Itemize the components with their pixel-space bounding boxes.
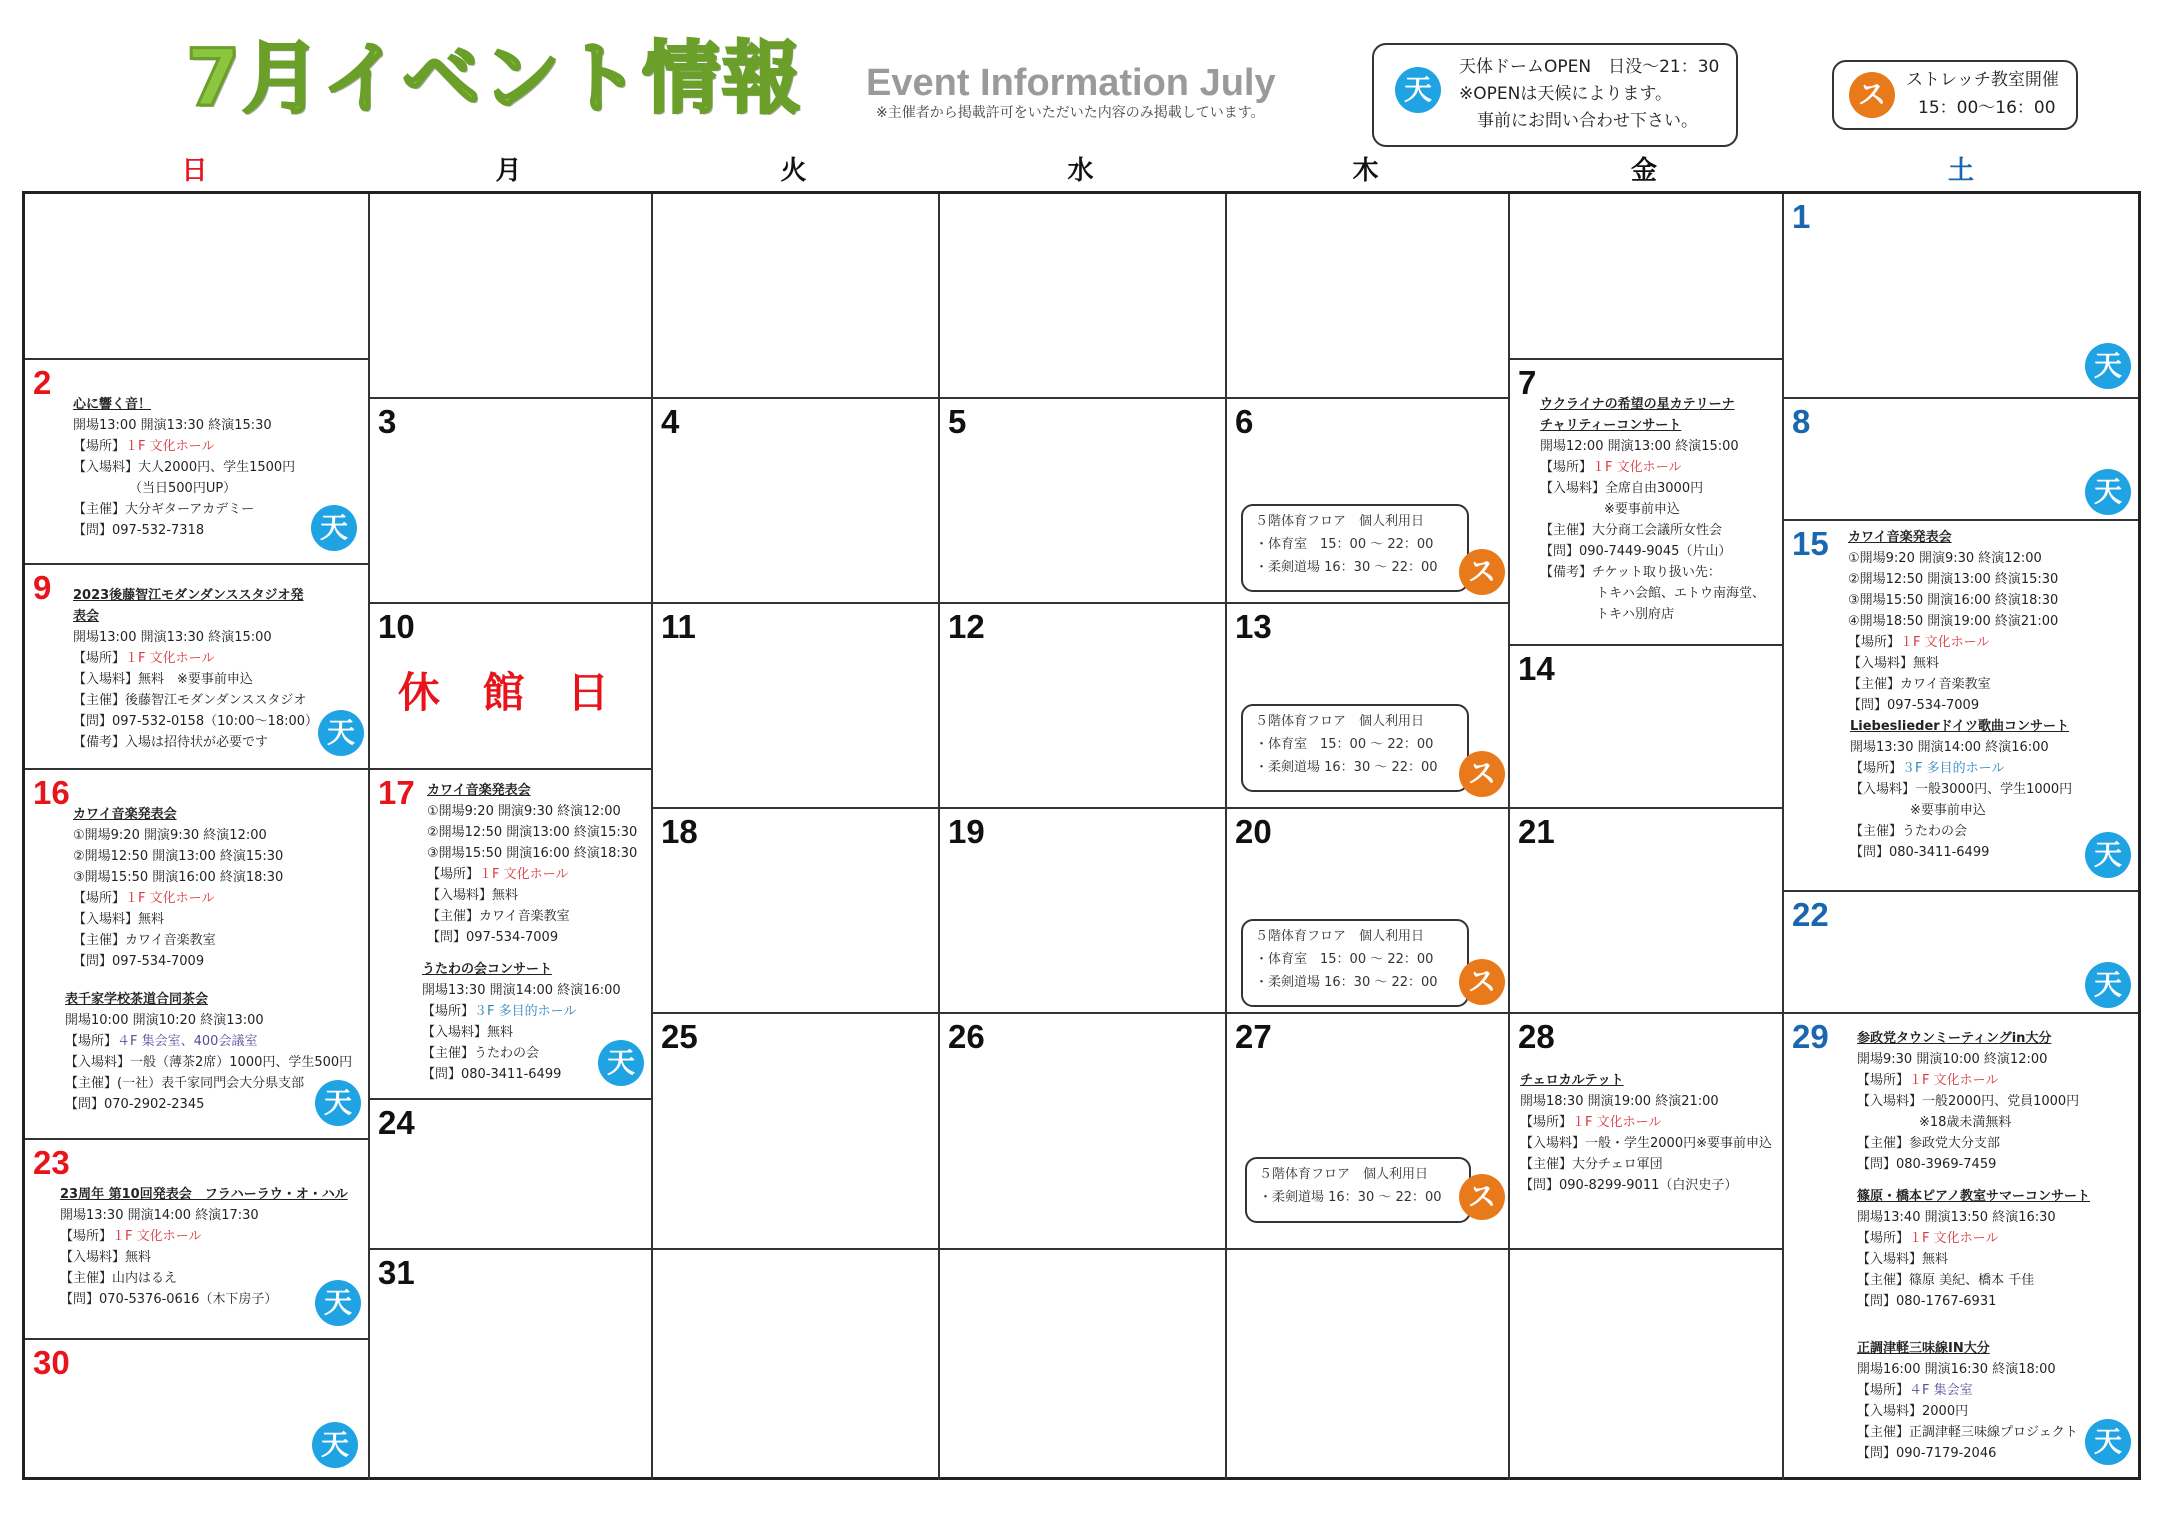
place-name: ３F 多目的ホール <box>474 1004 577 1019</box>
event-fee: 【入場料】無料 <box>60 1250 152 1265</box>
event-place <box>60 1226 348 1247</box>
legend-stretch-line1: ストレッチ教室開催 <box>1906 70 2059 90</box>
event-host: 【主催】大分ギターアカデミー <box>73 502 255 517</box>
event-contact: 【問】090-7449-9045（片山） <box>1540 544 1732 559</box>
gym-line2: ・体育室 15：00 〜 22：00 <box>1255 952 1434 967</box>
place-label: 【場所】 <box>1857 1231 1910 1246</box>
gym-line1: ５階体育フロア 個人利用日 <box>1259 1167 1429 1182</box>
event-time: 開場18:30 開演19:00 終演21:00 <box>1520 1094 1719 1109</box>
event-host: 【主催】カワイ音楽教室 <box>1848 677 1991 692</box>
weekday-sat: 土 <box>1947 156 1974 186</box>
event-title: 2023後藤智江モダンダンススタジオ発 <box>73 588 304 603</box>
day-cell-31 <box>370 1250 653 1480</box>
event-time-1: ①開場9:20 開演9:30 終演12:00 <box>427 804 621 819</box>
event-contact: 【問】097-534-7009 <box>427 930 559 945</box>
event-remarks: 【備考】入場は招待状が必要です <box>73 735 269 750</box>
day-number: 22 <box>1792 896 1829 933</box>
day-cell-14 <box>1510 646 1784 809</box>
event-time: 開場13:40 開演13:50 終演16:30 <box>1857 1210 2056 1225</box>
event-place <box>1848 632 2058 653</box>
place-name: １F 文化ホール <box>1900 635 1990 650</box>
place-label: 【場所】 <box>422 1004 475 1019</box>
day-number: 31 <box>378 1254 415 1291</box>
event-title-cont: 表会 <box>73 609 100 624</box>
day-cell-21 <box>1510 809 1784 1014</box>
event-contact: 【問】097-534-7009 <box>73 954 205 969</box>
event-fee-note: ※要事前申込 <box>1604 502 1680 517</box>
day-cell-8 <box>1784 399 2138 521</box>
event-contact: 【問】080-3411-6499 <box>422 1067 562 1082</box>
place-name: １F 文化ホール <box>125 439 215 454</box>
event-contact: 【問】090-7179-2046 <box>1857 1446 1997 1461</box>
gym-line3: ・柔剣道場 16：30 〜 22：00 <box>1255 560 1438 575</box>
day-number: 29 <box>1792 1018 1829 1055</box>
event-time: 開場13:30 開演14:00 終演17:30 <box>60 1208 259 1223</box>
event-fee: 【入場料】一般（薄茶2席）1000円、学生500円 <box>65 1055 353 1070</box>
day-cell-empty-thu-end <box>1227 1250 1510 1480</box>
event-fee: 【入場料】一般3000円、学生1000円 <box>1850 782 2073 797</box>
legend-stretch <box>1832 60 2078 130</box>
event-title: カワイ音楽発表会 <box>1848 530 1952 545</box>
day-cell-empty-sun <box>25 194 370 360</box>
gym-line3: ・柔剣道場 16：30 〜 22：00 <box>1259 1190 1442 1205</box>
dome-icon: 天 <box>311 505 357 551</box>
event-fee: 【入場料】全席自由3000円 <box>1540 481 1704 496</box>
event-time: 開場16:00 開演16:30 終演18:00 <box>1857 1362 2056 1377</box>
event-23 <box>60 1184 348 1310</box>
event-fee: 【入場料】無料 <box>1848 656 1940 671</box>
weekday-thu: 木 <box>1352 156 1379 186</box>
place-name: ４F 集会室 <box>1909 1383 1973 1398</box>
event-fee-note: ※18歳未満無料 <box>1919 1115 2012 1130</box>
event-time: 開場13:00 開演13:30 終演15:00 <box>73 630 272 645</box>
event-contact: 【問】097-532-0158（10:00〜18:00） <box>73 714 319 729</box>
gym-line3: ・柔剣道場 16：30 〜 22：00 <box>1255 760 1438 775</box>
event-host: 【主催】カワイ音楽教室 <box>73 933 216 948</box>
event-place <box>1540 457 1765 478</box>
event-fee: 【入場料】無料 <box>73 912 165 927</box>
event-time: 開場10:00 開演10:20 終演13:00 <box>65 1013 264 1028</box>
day-cell-6 <box>1227 399 1510 604</box>
event-title: 参政党タウンミーティングin大分 <box>1857 1031 2052 1046</box>
event-host: 【主催】山内はるえ <box>60 1271 178 1286</box>
day-cell-3 <box>370 399 653 604</box>
event-time-1: ①開場9:20 開演9:30 終演12:00 <box>73 828 267 843</box>
event-contact: 【問】097-532-7318 <box>73 523 205 538</box>
weekday-fri: 金 <box>1630 156 1657 186</box>
event-place <box>1850 758 2072 779</box>
event-time-2: ②開場12:50 開演13:00 終演15:30 <box>1848 572 2059 587</box>
stretch-icon: ス <box>1849 72 1895 118</box>
day-cell-10 <box>370 604 653 770</box>
event-host: 【主催】後藤智江モダンダンススタジオ <box>73 693 307 708</box>
place-label: 【場所】 <box>1857 1383 1910 1398</box>
event-time-3: ③開場15:50 開演16:00 終演18:30 <box>427 846 638 861</box>
dome-icon: 天 <box>2085 469 2131 515</box>
day-cell-empty-thu <box>1227 194 1510 399</box>
place-label: 【場所】 <box>1850 761 1903 776</box>
event-place <box>1857 1228 2090 1249</box>
day-cell-empty-mon <box>370 194 653 399</box>
day-cell-22 <box>1784 892 2138 1014</box>
day-cell-11 <box>653 604 940 809</box>
day-number: 12 <box>948 608 985 645</box>
legend-dome-line1: 天体ドームOPEN 日没〜21：30 <box>1459 57 1720 77</box>
legend-dome-line2: ※OPENは天候によります。 <box>1459 84 1672 104</box>
event-time: 開場9:30 開演10:00 終演12:00 <box>1857 1052 2048 1067</box>
gym-notice <box>1241 504 1469 592</box>
gym-line3: ・柔剣道場 16：30 〜 22：00 <box>1255 975 1438 990</box>
event-fee: 【入場料】無料 <box>1857 1252 1949 1267</box>
day-number: 25 <box>661 1018 698 1055</box>
event-fee: 【入場料】大人2000円、学生1500円 <box>73 460 296 475</box>
calendar-grid <box>22 191 2141 1480</box>
event-15a <box>1848 527 2058 716</box>
event-7 <box>1540 394 1765 625</box>
day-number: 5 <box>948 403 967 440</box>
day-cell-4 <box>653 399 940 604</box>
event-time-1: ①開場9:20 開演9:30 終演12:00 <box>1848 551 2042 566</box>
event-place <box>73 436 295 457</box>
day-cell-15 <box>1784 521 2138 892</box>
weekday-tue: 火 <box>780 156 807 186</box>
event-title: 心に響く音！ <box>73 397 152 412</box>
day-number: 1 <box>1792 198 1811 235</box>
event-place <box>1520 1112 1772 1133</box>
event-title: うたわの会コンサート <box>422 962 553 977</box>
day-cell-30 <box>25 1340 370 1480</box>
day-cell-24 <box>370 1100 653 1250</box>
event-remarks-2: トキハ会館、エトウ南海堂、 <box>1596 586 1766 601</box>
event-title: 正調津軽三味線IN大分 <box>1857 1341 1990 1356</box>
legend-dome-line3: 事前にお問い合わせ下さい。 <box>1477 111 1698 131</box>
event-place <box>427 864 637 885</box>
event-host: 【主催】大分チェロ軍団 <box>1520 1157 1663 1172</box>
event-contact: 【問】080-1767-6931 <box>1857 1294 1997 1309</box>
event-time: 開場13:30 開演14:00 終演16:00 <box>1850 740 2049 755</box>
gym-line1: ５階体育フロア 個人利用日 <box>1255 714 1425 729</box>
place-name: １F 文化ホール <box>125 651 215 666</box>
event-title: ウクライナの希望の星カテリーナ <box>1540 397 1735 412</box>
event-2 <box>73 394 295 541</box>
weekday-wed: 水 <box>1067 156 1094 186</box>
stretch-icon: ス <box>1459 959 1505 1005</box>
event-fee: 【入場料】2000円 <box>1857 1404 1969 1419</box>
event-contact: 【問】097-534-7009 <box>1848 698 1980 713</box>
dome-icon: 天 <box>2085 832 2131 878</box>
day-number: 26 <box>948 1018 985 1055</box>
gym-line1: ５階体育フロア 個人利用日 <box>1255 929 1425 944</box>
day-cell-27 <box>1227 1014 1510 1250</box>
event-29b <box>1857 1186 2090 1312</box>
event-time-3: ③開場15:50 開演16:00 終演18:30 <box>1848 593 2059 608</box>
place-label: 【場所】 <box>73 439 126 454</box>
day-cell-13 <box>1227 604 1510 809</box>
page-note: ※主催者から掲載許可をいただいた内容のみ掲載しています。 <box>876 105 1265 121</box>
place-name: １F 文化ホール <box>1592 460 1682 475</box>
day-number: 20 <box>1235 813 1272 850</box>
place-name: １F 文化ホール <box>479 867 569 882</box>
dome-icon: 天 <box>315 1280 361 1326</box>
event-fee: 【入場料】無料 ※要事前申込 <box>73 672 253 687</box>
place-label: 【場所】 <box>1857 1073 1910 1088</box>
event-host: 【主催】参政党大分支部 <box>1857 1136 2001 1151</box>
event-15b <box>1850 716 2072 863</box>
day-number: 15 <box>1792 525 1829 562</box>
legend-stretch-line2: 15：00〜16：00 <box>1918 98 2056 118</box>
event-fee: 【入場料】無料 <box>422 1025 514 1040</box>
event-fee-note: （当日500円UP） <box>129 481 237 496</box>
dome-icon: 天 <box>2085 962 2131 1008</box>
page-subtitle: Event Information July <box>866 62 1276 104</box>
day-number: 10 <box>378 608 415 645</box>
event-title: 23周年 第10回発表会 フラハーラウ・オ・ハル <box>60 1187 348 1202</box>
event-time: 開場13:30 開演14:00 終演16:00 <box>422 983 621 998</box>
event-host: 【主催】正調津軽三味線プロジェクト <box>1857 1425 2078 1440</box>
day-cell-16 <box>25 770 370 1140</box>
event-host: 【主催】(一社）表千家同門会大分県支部 <box>65 1076 305 1091</box>
day-number: 2 <box>33 364 52 401</box>
event-time-4: ④開場18:50 開演19:00 終演21:00 <box>1848 614 2059 629</box>
day-cell-17 <box>370 770 653 1100</box>
event-remarks: 【備考】チケット取り扱い先： <box>1540 565 1721 580</box>
event-fee: 【入場料】一般2000円、党員1000円 <box>1857 1094 2080 1109</box>
event-16b <box>65 989 352 1115</box>
day-number: 30 <box>33 1344 70 1381</box>
event-time-3: ③開場15:50 開演16:00 終演18:30 <box>73 870 284 885</box>
day-number: 8 <box>1792 403 1811 440</box>
day-number: 9 <box>33 569 52 606</box>
place-label: 【場所】 <box>1520 1115 1573 1130</box>
event-host: 【主催】うたわの会 <box>1850 824 1968 839</box>
day-cell-9 <box>25 565 370 770</box>
dome-icon: 天 <box>315 1080 361 1126</box>
day-number: 6 <box>1235 403 1254 440</box>
day-cell-empty-tue <box>653 194 940 399</box>
day-number: 14 <box>1518 650 1555 687</box>
place-name: １F 文化ホール <box>1909 1231 1999 1246</box>
place-name: １F 文化ホール <box>112 1229 202 1244</box>
event-time: 開場13:00 開演13:30 終演15:30 <box>73 418 272 433</box>
event-place <box>65 1031 352 1052</box>
place-name: ４F 集会室、400会議室 <box>117 1034 258 1049</box>
stretch-icon: ス <box>1459 549 1505 595</box>
day-cell-19 <box>940 809 1227 1014</box>
day-number: 17 <box>378 774 415 811</box>
gym-line2: ・体育室 15：00 〜 22：00 <box>1255 537 1434 552</box>
event-16a <box>73 804 283 972</box>
event-contact: 【問】090-8299-9011（白沢史子） <box>1520 1178 1738 1193</box>
place-name: ３F 多目的ホール <box>1902 761 2005 776</box>
day-cell-2 <box>25 360 370 565</box>
event-host: 【主催】カワイ音楽教室 <box>427 909 570 924</box>
day-cell-empty-wed <box>940 194 1227 399</box>
gym-notice <box>1241 919 1469 1007</box>
day-cell-12 <box>940 604 1227 809</box>
day-cell-23 <box>25 1140 370 1340</box>
day-cell-28 <box>1510 1014 1784 1250</box>
event-title: カワイ音楽発表会 <box>73 807 177 822</box>
place-name: １F 文化ホール <box>125 891 215 906</box>
day-cell-1 <box>1784 194 2138 399</box>
day-cell-empty-tue-end <box>653 1250 940 1480</box>
day-cell-empty-wed-end <box>940 1250 1227 1480</box>
event-title-cont: チャリティーコンサート <box>1540 418 1682 433</box>
stretch-icon: ス <box>1459 1174 1505 1220</box>
event-29a <box>1857 1028 2079 1175</box>
place-name: １F 文化ホール <box>1909 1073 1999 1088</box>
day-number: 4 <box>661 403 680 440</box>
place-label: 【場所】 <box>1540 460 1593 475</box>
day-cell-7 <box>1510 360 1784 646</box>
gym-notice <box>1241 704 1469 792</box>
day-number: 21 <box>1518 813 1555 850</box>
place-label: 【場所】 <box>60 1229 113 1244</box>
event-fee-note: ※要事前申込 <box>1910 803 1986 818</box>
day-number: 13 <box>1235 608 1272 645</box>
day-cell-29 <box>1784 1014 2138 1480</box>
place-label: 【場所】 <box>427 867 480 882</box>
event-fee: 【入場料】無料 <box>427 888 519 903</box>
weekday-sun: 日 <box>181 156 208 186</box>
day-number: 16 <box>33 774 70 811</box>
event-title: 篠原・橋本ピアノ教室サマーコンサート <box>1857 1189 2090 1204</box>
event-place <box>422 1001 621 1022</box>
dome-icon: 天 <box>1395 67 1441 113</box>
dome-icon: 天 <box>312 1422 358 1468</box>
day-cell-25 <box>653 1014 940 1250</box>
day-number: 7 <box>1518 364 1537 401</box>
day-cell-26 <box>940 1014 1227 1250</box>
weekday-mon: 月 <box>495 156 522 186</box>
dome-icon: 天 <box>2085 1419 2131 1465</box>
event-fee: 【入場料】一般・学生2000円※要事前申込 <box>1520 1136 1772 1151</box>
place-name: １F 文化ホール <box>1572 1115 1662 1130</box>
day-number: 19 <box>948 813 985 850</box>
day-number: 27 <box>1235 1018 1272 1055</box>
day-cell-5 <box>940 399 1227 604</box>
event-place <box>73 648 318 669</box>
event-host: 【主催】大分商工会議所女性会 <box>1540 523 1723 538</box>
dome-icon: 天 <box>318 710 364 756</box>
dome-icon: 天 <box>598 1040 644 1086</box>
day-cell-empty-fri <box>1510 194 1784 360</box>
event-host: 【主催】うたわの会 <box>422 1046 540 1061</box>
place-label: 【場所】 <box>73 651 126 666</box>
gym-line1: ５階体育フロア 個人利用日 <box>1255 514 1425 529</box>
gym-notice <box>1245 1157 1471 1223</box>
event-time-2: ②開場12:50 開演13:00 終演15:30 <box>73 849 284 864</box>
day-cell-empty-fri-end <box>1510 1250 1784 1480</box>
event-17b <box>422 959 621 1085</box>
event-time: 開場12:00 開演13:00 終演15:00 <box>1540 439 1739 454</box>
stretch-icon: ス <box>1459 751 1505 797</box>
day-number: 28 <box>1518 1018 1555 1055</box>
event-contact: 【問】080-3411-6499 <box>1850 845 1990 860</box>
day-number: 23 <box>33 1144 70 1181</box>
event-9 <box>73 585 318 753</box>
closed-day-label: 休 館 日 <box>397 668 624 717</box>
event-contact: 【問】080-3969-7459 <box>1857 1157 1997 1172</box>
day-cell-20 <box>1227 809 1510 1014</box>
event-title: チェロカルテット <box>1520 1073 1624 1088</box>
gym-line2: ・体育室 15：00 〜 22：00 <box>1255 737 1434 752</box>
event-29c <box>1857 1338 2078 1464</box>
event-place <box>1857 1070 2079 1091</box>
place-label: 【場所】 <box>65 1034 118 1049</box>
event-remarks-3: トキハ別府店 <box>1596 607 1675 622</box>
day-number: 11 <box>661 608 696 645</box>
legend-dome <box>1372 43 1738 147</box>
event-title: Liebesliederドイツ歌曲コンサート <box>1850 719 2070 734</box>
event-title: カワイ音楽発表会 <box>427 783 531 798</box>
page-title: 7月イベント情報 <box>186 34 803 124</box>
day-number: 24 <box>378 1104 415 1141</box>
event-title: 表千家学校茶道合同茶会 <box>65 992 209 1007</box>
day-cell-18 <box>653 809 940 1014</box>
dome-icon: 天 <box>2085 343 2131 389</box>
event-contact: 【問】070-2902-2345 <box>65 1097 205 1112</box>
place-label: 【場所】 <box>73 891 126 906</box>
event-place <box>1857 1380 2078 1401</box>
day-number: 3 <box>378 403 397 440</box>
day-number: 18 <box>661 813 698 850</box>
place-label: 【場所】 <box>1848 635 1901 650</box>
event-time-2: ②開場12:50 開演13:00 終演15:30 <box>427 825 638 840</box>
event-host: 【主催】篠原 美紀、橋本 千佳 <box>1857 1273 2035 1288</box>
event-28 <box>1520 1070 1772 1196</box>
event-place <box>73 888 283 909</box>
event-17a <box>427 780 637 948</box>
event-contact: 【問】070-5376-0616（木下房子） <box>60 1292 278 1307</box>
